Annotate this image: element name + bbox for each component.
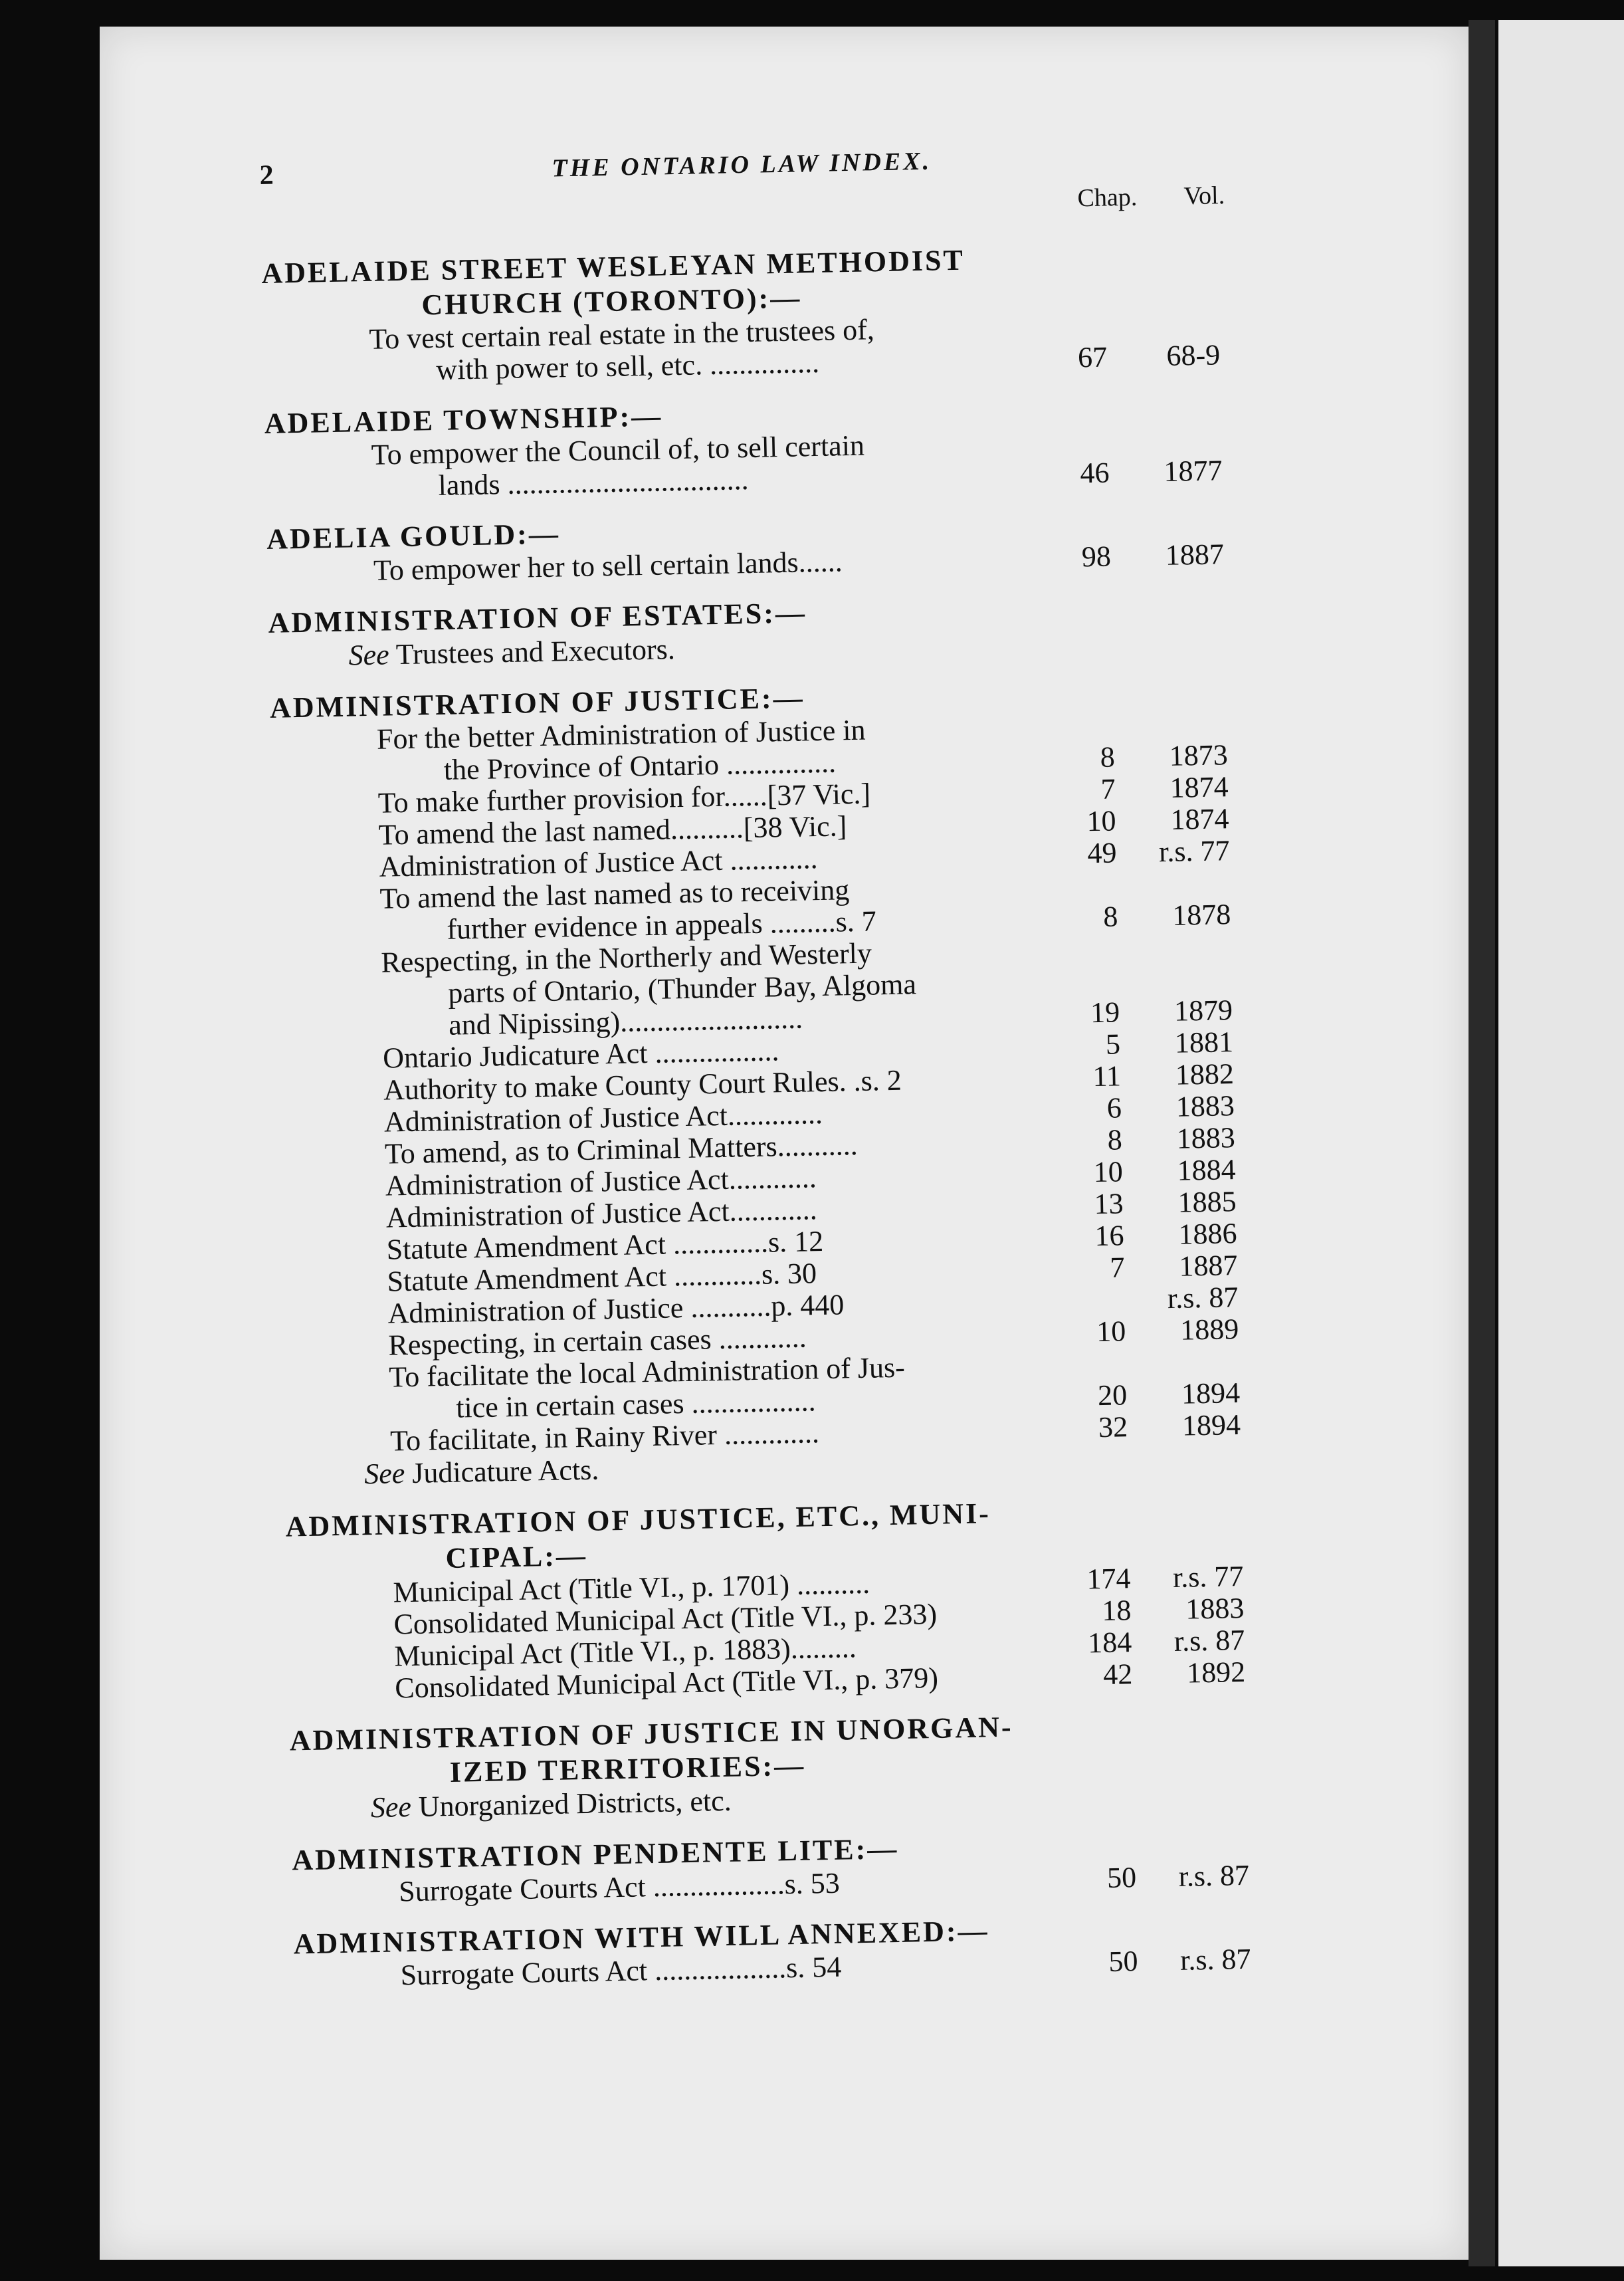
description-line: To amend, as to Criminal Matters...........	[384, 1128, 859, 1170]
chapter-number: 7	[1100, 772, 1116, 806]
description-line: Respecting, in certain cases ............	[388, 1321, 807, 1362]
description-line: To facilitate, in Rainy River .............	[389, 1416, 820, 1458]
volume-year: r.s. 77	[1172, 1559, 1244, 1594]
chapter-number: 10	[1096, 1315, 1126, 1349]
volume-year: 1878	[1171, 898, 1231, 932]
description-line: with power to sell, etc. ...............	[435, 346, 820, 386]
entry-heading-line: ADMINISTRATION OF ESTATES:—	[268, 596, 807, 639]
volume-year: r.s. 87	[1179, 1942, 1251, 1977]
description-line: Authority to make County Court Rules. .s. 2	[383, 1063, 902, 1107]
volume-year: 1873	[1169, 738, 1229, 772]
description-line: Administration of Justice Act.............	[383, 1097, 823, 1139]
entry-heading-line: ADMINISTRATION WITH WILL ANNEXED:—	[293, 1914, 989, 1961]
chapter-number: 10	[1093, 1155, 1124, 1189]
description-line: To amend the last named..........[38 Vic.]	[378, 810, 847, 851]
volume-year: 1887	[1165, 538, 1225, 572]
volume-year: 1889	[1179, 1313, 1239, 1347]
description-line: Consolidated Municipal Act (Title VI., p. 379)	[394, 1661, 939, 1705]
chapter-number: 7	[1109, 1251, 1125, 1284]
chapter-number: 13	[1094, 1187, 1124, 1221]
volume-year: 1877	[1163, 454, 1223, 488]
chapter-number: 42	[1102, 1658, 1133, 1691]
description-line: Administration of Justice Act............	[385, 1193, 818, 1234]
description-line: further evidence in appeals .........s. 7	[447, 905, 877, 946]
see-word: See	[363, 1457, 405, 1491]
see-word: See	[370, 1791, 412, 1824]
chapter-number: 8	[1102, 900, 1118, 933]
description-line: lands .................................	[438, 463, 749, 502]
description-line: Administration of Justice Act ............	[379, 842, 818, 883]
chapter-number: 46	[1080, 456, 1110, 490]
volume-year: 1884	[1177, 1153, 1237, 1187]
index-entry	[266, 502, 1331, 589]
description-line: Surrogate Courts Act ..................s. 54	[400, 1950, 842, 1992]
entry-heading-line: ADELIA GOULD:—	[266, 517, 561, 556]
description-line: parts of Ontario, (Thunder Bay, Algoma	[447, 968, 917, 1010]
entry-heading-line: IZED TERRITORIES:—	[449, 1749, 806, 1789]
volume-year: r.s. 87	[1167, 1281, 1239, 1315]
chapter-number: 19	[1090, 996, 1120, 1030]
description-line: To empower the Council of, to sell certain	[371, 429, 865, 471]
index-entries	[261, 236, 1358, 1993]
chapter-number: 174	[1086, 1562, 1131, 1596]
description-line: Administration of Justice Act............	[385, 1161, 817, 1202]
next-page-edge	[1498, 20, 1624, 2266]
chapter-number: 6	[1106, 1091, 1122, 1125]
description-line: the Province of Ontario ...............	[443, 746, 837, 786]
chapter-number: 49	[1086, 836, 1117, 870]
chapter-number: 98	[1081, 540, 1112, 574]
chapter-number: 11	[1092, 1059, 1122, 1093]
description-line: tice in certain cases .................	[455, 1384, 816, 1424]
entry-heading-line: CHURCH (TORONTO):—	[421, 281, 802, 322]
description-line: Statute Amendment Act .............s. 12	[386, 1225, 824, 1266]
chapter-number: 32	[1098, 1410, 1128, 1444]
volume-year: r.s. 87	[1178, 1858, 1250, 1893]
chapter-number: 18	[1101, 1594, 1132, 1628]
description-line: Consolidated Municipal Act (Title VI., p. 233)	[393, 1597, 938, 1641]
volume-year: r.s. 77	[1158, 834, 1230, 869]
description-line: Municipal Act (Title VI., p. 1883).........	[393, 1631, 857, 1673]
description-line: Respecting, in the Northerly and Westerly	[380, 936, 872, 979]
chapter-number: 67	[1077, 340, 1108, 374]
chapter-number: 20	[1097, 1378, 1128, 1412]
entry-heading-line: ADELAIDE TOWNSHIP:—	[264, 399, 663, 440]
description-line: Statute Amendment Act ............s. 30	[387, 1257, 817, 1298]
volume-year: 1882	[1175, 1057, 1235, 1091]
chapter-number: 184	[1087, 1626, 1132, 1660]
volume-year: 1885	[1177, 1185, 1237, 1219]
volume-year: 1883	[1185, 1591, 1245, 1626]
volume-year: 1874	[1170, 802, 1229, 836]
index-entry	[270, 671, 1348, 1492]
column-header-vol: Vol.	[1183, 181, 1225, 211]
page-number: 2	[259, 160, 277, 191]
index-entry	[261, 236, 1327, 389]
entry-heading-line: CIPAL:—	[445, 1539, 588, 1575]
entry-heading-line: ADMINISTRATION OF JUSTICE, ETC., MUNI-	[285, 1497, 991, 1543]
chapter-number: 8	[1100, 740, 1116, 774]
entry-heading-line: ADELAIDE STREET WESLEYAN METHODIST	[261, 243, 965, 290]
volume-year: 1879	[1173, 994, 1233, 1028]
see-target: Unorganized Districts, etc.	[418, 1784, 732, 1823]
description-line: Ontario Judicature Act .................	[382, 1034, 779, 1075]
volume-year: 1887	[1178, 1249, 1238, 1283]
volume-year: 1894	[1181, 1376, 1241, 1410]
see-target: Trustees and Executors.	[395, 633, 676, 671]
description-line: For the better Administration of Justice in	[376, 713, 866, 756]
chapter-number: 16	[1094, 1219, 1124, 1253]
description-line: Administration of Justice ...........p. 440	[387, 1288, 845, 1330]
volume-year: 1874	[1169, 770, 1229, 804]
column-header-chap: Chap.	[1077, 183, 1138, 213]
index-entry	[289, 1703, 1354, 1826]
entry-item-description	[262, 310, 1074, 389]
page-gutter	[1469, 20, 1495, 2266]
description-line: To amend the last named as to receiving	[379, 873, 850, 915]
volume-year: 1883	[1175, 1089, 1235, 1123]
chapter-number: 8	[1107, 1123, 1123, 1156]
volume-year: 1883	[1176, 1121, 1236, 1155]
description-line: To vest certain real estate in the trustees of,	[368, 313, 875, 356]
description-line: Municipal Act (Title VI., p. 1701) ..........	[393, 1567, 870, 1609]
volume-year: 1892	[1186, 1655, 1246, 1689]
index-entry	[292, 1823, 1356, 1910]
chapter-number: 50	[1106, 1861, 1137, 1894]
index-entry	[264, 386, 1329, 505]
description-line: and Nipissing).........................	[448, 1002, 803, 1041]
running-title: THE ONTARIO LAW INDEX.	[552, 147, 932, 183]
index-entry	[268, 586, 1332, 674]
entry-item-description	[274, 933, 1087, 1044]
description-line: To empower her to sell certain lands......	[373, 545, 843, 587]
entry-item-description	[264, 425, 1076, 504]
entry-heading-line: ADMINISTRATION PENDENTE LITE:—	[291, 1832, 899, 1877]
chapter-number: 10	[1086, 804, 1116, 838]
description-line: To make further provision for......[37 Vic.]	[377, 777, 871, 819]
chapter-number: 50	[1108, 1945, 1138, 1978]
volume-year: r.s. 87	[1173, 1623, 1245, 1658]
description-line: To facilitate the local Administration of Jus-	[388, 1351, 906, 1394]
see-word: See	[348, 638, 390, 672]
index-entry	[285, 1489, 1352, 1707]
volume-year: 68-9	[1166, 338, 1221, 372]
entry-heading-line: ADMINISTRATION OF JUSTICE:—	[269, 681, 805, 724]
chapter-number: 5	[1105, 1028, 1121, 1061]
entry-heading-line: ADMINISTRATION OF JUSTICE IN UNORGAN-	[289, 1710, 1014, 1757]
volume-year: 1894	[1181, 1408, 1241, 1442]
index-content	[259, 132, 1358, 1993]
description-line: Surrogate Courts Act ..................s. 53	[398, 1866, 841, 1908]
volume-year: 1881	[1174, 1026, 1234, 1059]
see-target: Judicature Acts.	[411, 1453, 599, 1489]
volume-year: 1886	[1178, 1217, 1237, 1251]
